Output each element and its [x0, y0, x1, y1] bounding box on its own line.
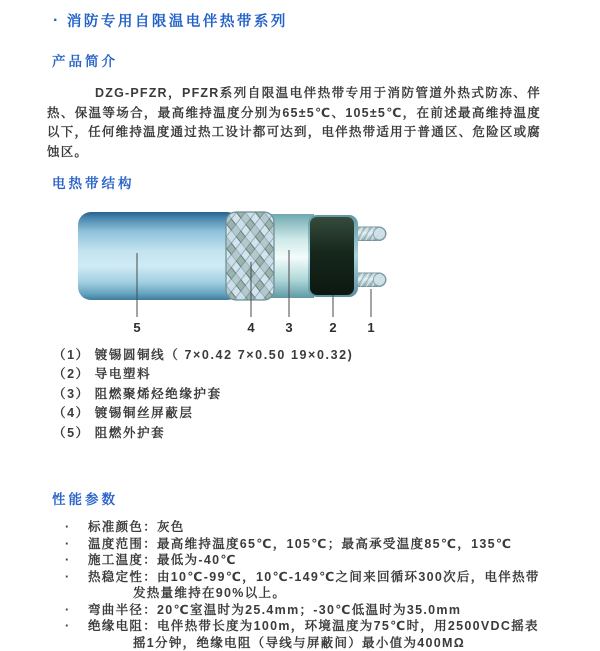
section-heading-cable-structure: 电热带结构 [52, 176, 135, 191]
performance-bullet-list [65, 519, 551, 651]
diagram-label-5: 5 [133, 320, 141, 335]
performance-bullet: · 温度范围：最高维持温度65℃，105℃；最高承受温度85℃，135℃ [65, 536, 551, 553]
diagram-label-4: 4 [247, 320, 255, 335]
structure-legend-list [53, 346, 353, 443]
diagram-label-3: 3 [285, 320, 293, 335]
legend-item-marker: （5） [53, 425, 90, 440]
legend-item-marker: （2） [53, 367, 90, 382]
diagram-label-2: 2 [329, 320, 337, 335]
section-heading-product-intro: 产品简介 [52, 54, 118, 69]
outer-jacket-layer [78, 212, 240, 300]
performance-bullet: · 弯曲半径：20℃室温时为25.4mm；-30℃低温时为35.0mm [65, 602, 551, 619]
legend-item-text: 镀锡圆铜线（ 7×0.42 7×0.50 19×0.32) [94, 348, 354, 362]
legend-item [53, 424, 353, 443]
legend-item-marker: （1） [53, 348, 90, 362]
legend-item [53, 365, 353, 384]
braided-shield-layer [226, 212, 274, 300]
conductive-core-layer [308, 215, 358, 297]
legend-item-marker: （4） [53, 406, 90, 421]
page-title-row [53, 10, 288, 31]
title-bullet: · [53, 11, 61, 29]
legend-item [53, 404, 353, 423]
page-title: 消防专用自限温电伴热带系列 [66, 14, 288, 30]
legend-item-text: 阻燃聚烯烃绝缘护套 [94, 386, 222, 401]
intro-paragraph: DZG-PFZR，PFZR系列自限温电伴热带专用于消防管道外热式防冻、伴热、保温等场合，最高维持温度分别为65±5℃、105±5℃，在前述最高维持温度以下，任何维持温度通过热工设计都可达到，电伴热带适用于普通区、危险区或腐蚀区。 [47, 86, 541, 159]
performance-bullet: · 施工温度：最低为-40℃ [65, 552, 551, 569]
legend-item [53, 346, 353, 365]
performance-bullet: · 热稳定性：由10℃-99℃，10℃-149℃之间来回循环300次后，电伴热带发热量维持在90%以上。 [65, 569, 551, 602]
diagram-label-1: 1 [367, 320, 375, 335]
legend-item-text: 阻燃外护套 [94, 425, 166, 440]
legend-item [53, 385, 353, 404]
legend-item-text: 导电塑料 [94, 367, 152, 382]
diagram-labels [133, 320, 374, 335]
performance-bullet: · 标准颜色：灰色 [65, 519, 551, 536]
section-heading-performance: 性能参数 [52, 492, 118, 507]
legend-item-marker: （3） [53, 386, 90, 401]
legend-item-text: 镀锡铜丝屏蔽层 [94, 406, 194, 421]
performance-bullet: · 绝缘电阻：电伴热带长度为100m，环境温度为75℃时，用2500VDC摇表摇1分钟，绝缘电阻（导线与屏蔽间）最小值为400MΩ [65, 618, 551, 651]
heating-cable-structure-diagram [60, 205, 400, 340]
